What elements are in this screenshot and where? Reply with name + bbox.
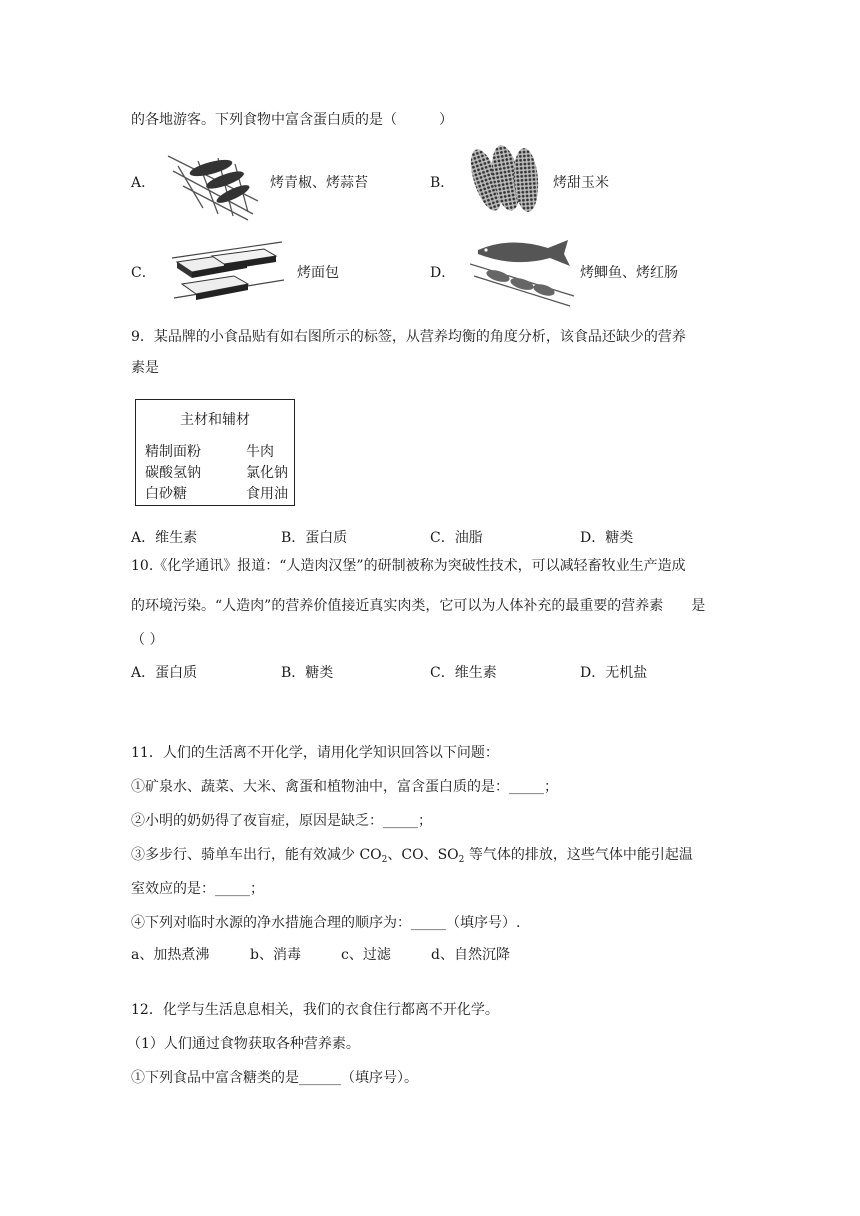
q10-stem-line3: （ ） [131, 632, 164, 648]
q8-option-c-text: 烤面包 [297, 265, 339, 281]
ingredient-item: 碳酸氢钠 [145, 465, 201, 481]
q10-stem-line1: 10.《化学通讯》报道：“人造肉汉堡”的研制被称为突破性技术，可以减轻畜牧业生产造成 [131, 558, 686, 574]
bread-image [172, 240, 284, 302]
q11-choice-a: a、加热煮沸 [131, 947, 210, 963]
q10-option-c: C．维生素 [430, 665, 497, 681]
ingredient-item: 精制面粉 [145, 444, 201, 460]
q11-choice-d: d、自然沉降 [431, 947, 510, 963]
q10-option-a: A．蛋白质 [131, 665, 198, 681]
q9-option-a: A．维生素 [131, 530, 198, 546]
q9-option-d: D．糖类 [580, 530, 634, 546]
skewered-vegetables-image [163, 146, 263, 224]
q11-item1: ①矿泉水、蔬菜、大米、禽蛋和植物油中，富含蛋白质的是：_____； [131, 779, 558, 795]
q9-stem-line2: 素是 [131, 360, 159, 376]
ingredient-label-title: 主材和辅材 [180, 412, 250, 428]
fish-sausage-image [470, 236, 576, 308]
q10-option-b: B．糖类 [281, 665, 334, 681]
q10-stem-line2: 的环境污染。“人造肉”的营养价值接近真实肉类，它可以为人体补充的最重要的营养素 是 [131, 598, 706, 614]
q9-option-c: C．油脂 [430, 530, 483, 546]
q11-item4: ④下列对临时水源的净水措施合理的顺序为：_____（填序号）. [131, 915, 521, 931]
q12-sub1: （1）人们通过食物获取各种营养素。 [127, 1036, 360, 1052]
q12-item1: ①下列食品中富含糖类的是______（填序号）。 [131, 1070, 418, 1086]
ingredient-item: 氯化钠 [246, 465, 288, 481]
q9-option-b: B．蛋白质 [281, 530, 348, 546]
ingredient-label [135, 399, 295, 506]
q11-item2: ②小明的奶奶得了夜盲症，原因是缺乏：_____； [131, 813, 432, 829]
q8-option-d-letter: D． [430, 265, 456, 281]
ingredient-item: 食用油 [246, 486, 288, 502]
q8-option-d-text: 烤鲫鱼、烤红肠 [580, 265, 678, 281]
q8-stem: 的各地游客。下列食物中富含蛋白质的是（ ） [131, 112, 453, 128]
q9-stem-line1: 9．某品牌的小食品贴有如右图所示的标签，从营养均衡的角度分析，该食品还缺少的营养 [131, 329, 686, 345]
q11-choice-c: c、过滤 [341, 947, 391, 963]
q8-option-c-letter: C． [131, 265, 156, 281]
q8-option-a-letter: A． [131, 175, 156, 191]
ingredient-item: 牛肉 [246, 444, 274, 460]
corn-image [468, 142, 544, 214]
q12-stem: 12．化学与生活息息相关，我们的衣食住行都离不开化学。 [131, 1002, 499, 1018]
q11-item3: ③多步行、骑单车出行，能有效减少 $CO_2$、CO、$SO_2$ 等气体的排放，这些气体中能引起温 [131, 847, 693, 865]
ingredient-item: 白砂糖 [145, 486, 187, 502]
q11-item3-cont: 室效应的是：_____； [131, 881, 264, 897]
q8-option-a-text: 烤青椒、烤蒜苔 [270, 175, 368, 191]
q10-option-d: D．无机盐 [580, 665, 648, 681]
q11-choice-b: b、消毒 [250, 947, 301, 963]
q11-stem: 11．人们的生活离不开化学，请用化学知识回答以下问题： [131, 745, 499, 761]
q8-option-b-text: 烤甜玉米 [553, 175, 609, 191]
q8-option-b-letter: B． [430, 175, 455, 191]
